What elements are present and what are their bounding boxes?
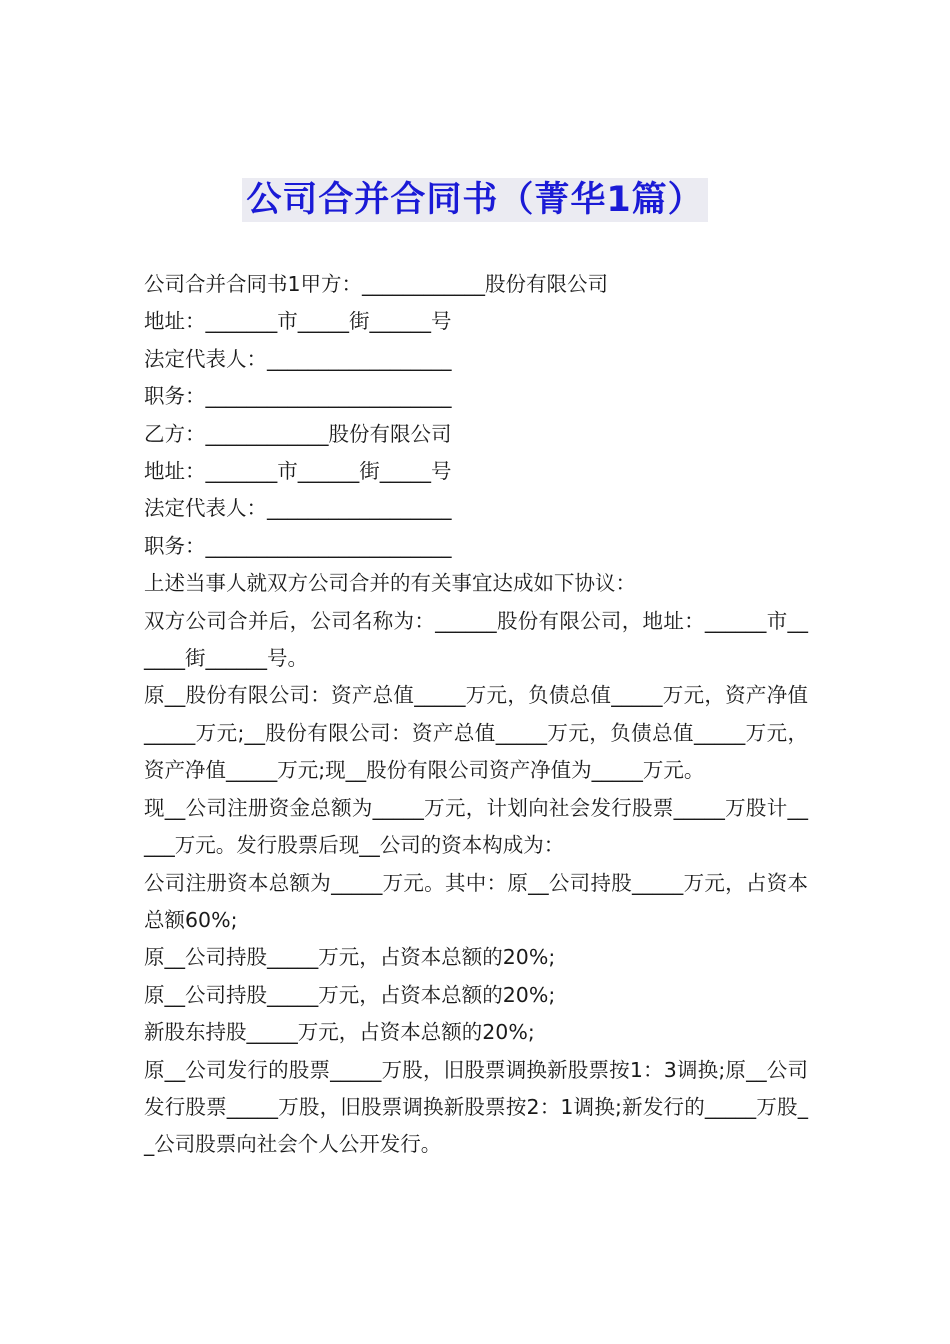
clause-share-1: 原__公司持股_____万元，占资本总额的20%; [144, 945, 556, 970]
title-container [0, 178, 950, 222]
clause-assets: 原__股份有限公司：资产总值_____万元，负债总值_____万元，资产净值_____万元;__股份有限公司：资产总值_____万元，负债总值_____万元，资产净值_____万元;现__股份有限公司资产净值为_____万元。 [144, 683, 808, 783]
agreement-intro: 上述当事人就双方公司合并的有关事宜达成如下协议： [144, 571, 636, 596]
party-b-address: 地址：_______市______街_____号 [144, 459, 452, 484]
clause-registered-capital: 现__公司注册资金总额为_____万元，计划向社会发行股票_____万股计_____万元。发行股票后现__公司的资本构成为： [144, 795, 808, 858]
clause-new-shareholders: 新股东持股_____万元，占资本总额的20%; [144, 1020, 535, 1045]
clause-capital-structure: 公司注册资本总额为_____万元。其中：原__公司持股_____万元，占资本总额60%; [144, 870, 808, 932]
party-a-address: 地址：_______市_____街______号 [144, 309, 452, 334]
party-b-representative: 法定代表人：__________________ [144, 496, 452, 521]
party-a-position: 职务：________________________ [144, 384, 452, 409]
party-a-representative: 法定代表人：__________________ [144, 346, 452, 371]
party-a-line: 公司合并合同书1甲方：____________股份有限公司 [144, 272, 609, 296]
clause-stock-exchange: 原__公司发行的股票_____万股，旧股票调换新股票按1：3调换;原__公司发行股票_____万股，旧股票调换新股票按2：1调换;新发行的_____万股__公司股票向社会个人公开发行。 [144, 1057, 808, 1157]
party-b-line: 乙方：____________股份有限公司 [144, 421, 452, 446]
document-body [144, 266, 808, 1164]
clause-company-name: 双方公司合并后，公司名称为：______股份有限公司，地址：______市______街______号。 [144, 608, 808, 671]
clause-share-2: 原__公司持股_____万元，占资本总额的20%; [144, 982, 556, 1007]
party-b-position: 职务：________________________ [144, 533, 452, 558]
document-title: 公司合并合同书（菁华1篇） [242, 178, 707, 222]
